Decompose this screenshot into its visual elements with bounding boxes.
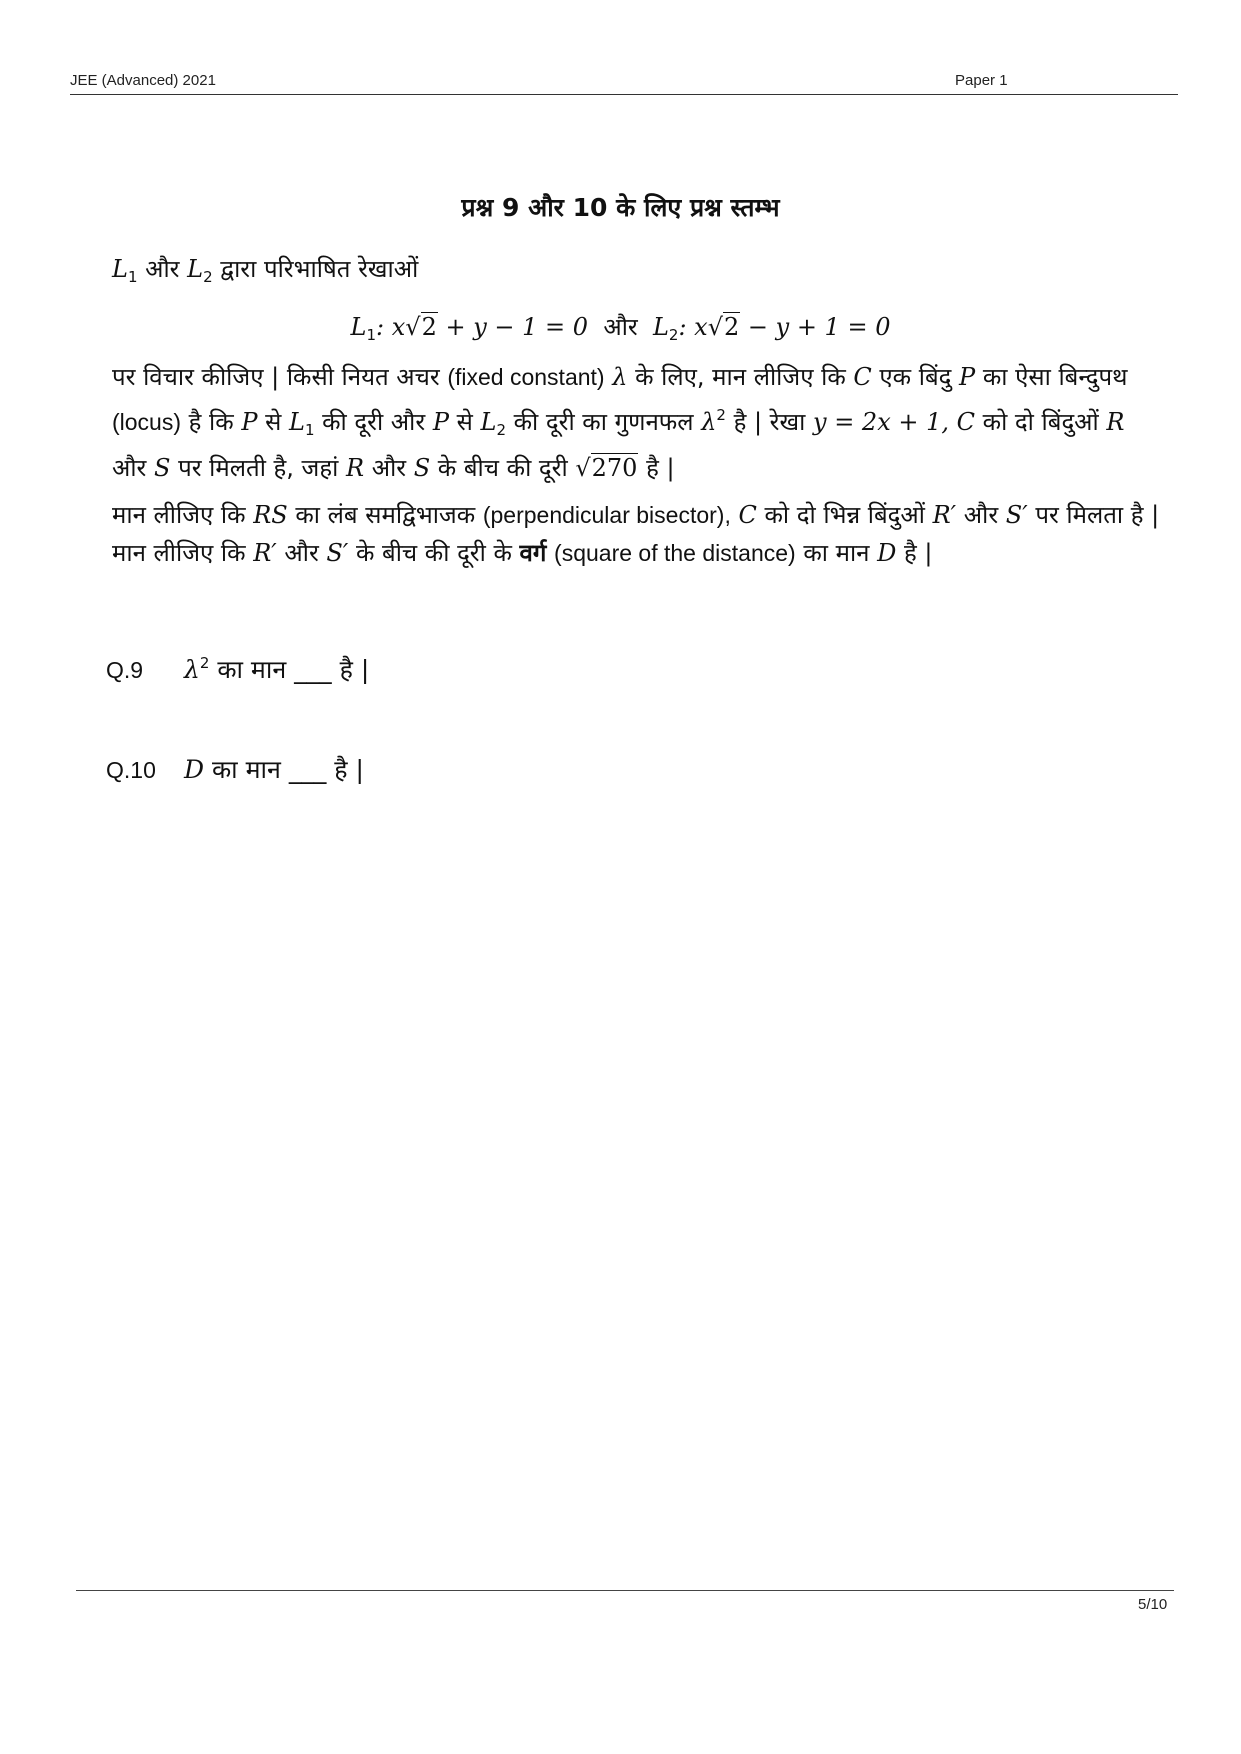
question-number: Q.10 (106, 757, 156, 783)
question-10: Q.10 D का मान ___ है | (106, 755, 364, 784)
page-number: 5/10 (1138, 1596, 1168, 1613)
sqrt-2-b: √2 (707, 313, 740, 341)
bold-square-word: वर्ग (519, 539, 547, 567)
question-number: Q.9 (106, 657, 144, 683)
paragraph-locus: पर विचार कीजिए | किसी नियत अचर (fixed constant) λ के लिए, मान लीजिए कि C एक बिंदु P का ऐसा बिन्दुपथ (locus) है कि P से $L_1$ की दूरी और P से $L_2$ की दूरी का गुणनफल $\lambda^2$ है | रेखा y = 2x + 1, C को दो बिंदुओं R और S पर मिलती है, जहां R और S के बीच की दूरी √270 है | (112, 363, 1128, 482)
intro-line: $L_1$ और $L_2$ द्वारा परिभाषित रेखाओं (112, 255, 419, 286)
sqrt-270: √270 (575, 454, 638, 482)
footer-divider (76, 1590, 1174, 1591)
header-paper-label: Paper 1 (955, 72, 1008, 89)
header-divider (70, 94, 1178, 95)
sqrt-2-a: √2 (405, 313, 437, 341)
paragraph-bisector: मान लीजिए कि RS का लंब समद्विभाजक (perpendicular bisector), C को दो भिन्न बिंदुओं R′ और S′ पर मिलता है | मान लीजिए कि R′ और S′ के बीच की दूरी के वर्ग (square of the distance) का मान D है | (112, 501, 1160, 567)
header-exam-title: JEE (Advanced) 2021 (70, 72, 216, 89)
section-title: प्रश्न 9 और 10 के लिए प्रश्न स्तम्भ (461, 193, 780, 222)
lines-equation: $L_1$: x√2 + y − 1 = 0 और $L_2$: x√2 − y + 1 = 0 (350, 313, 891, 344)
question-9: Q.9 $\lambda^2$ का मान ___ है | (106, 654, 370, 684)
